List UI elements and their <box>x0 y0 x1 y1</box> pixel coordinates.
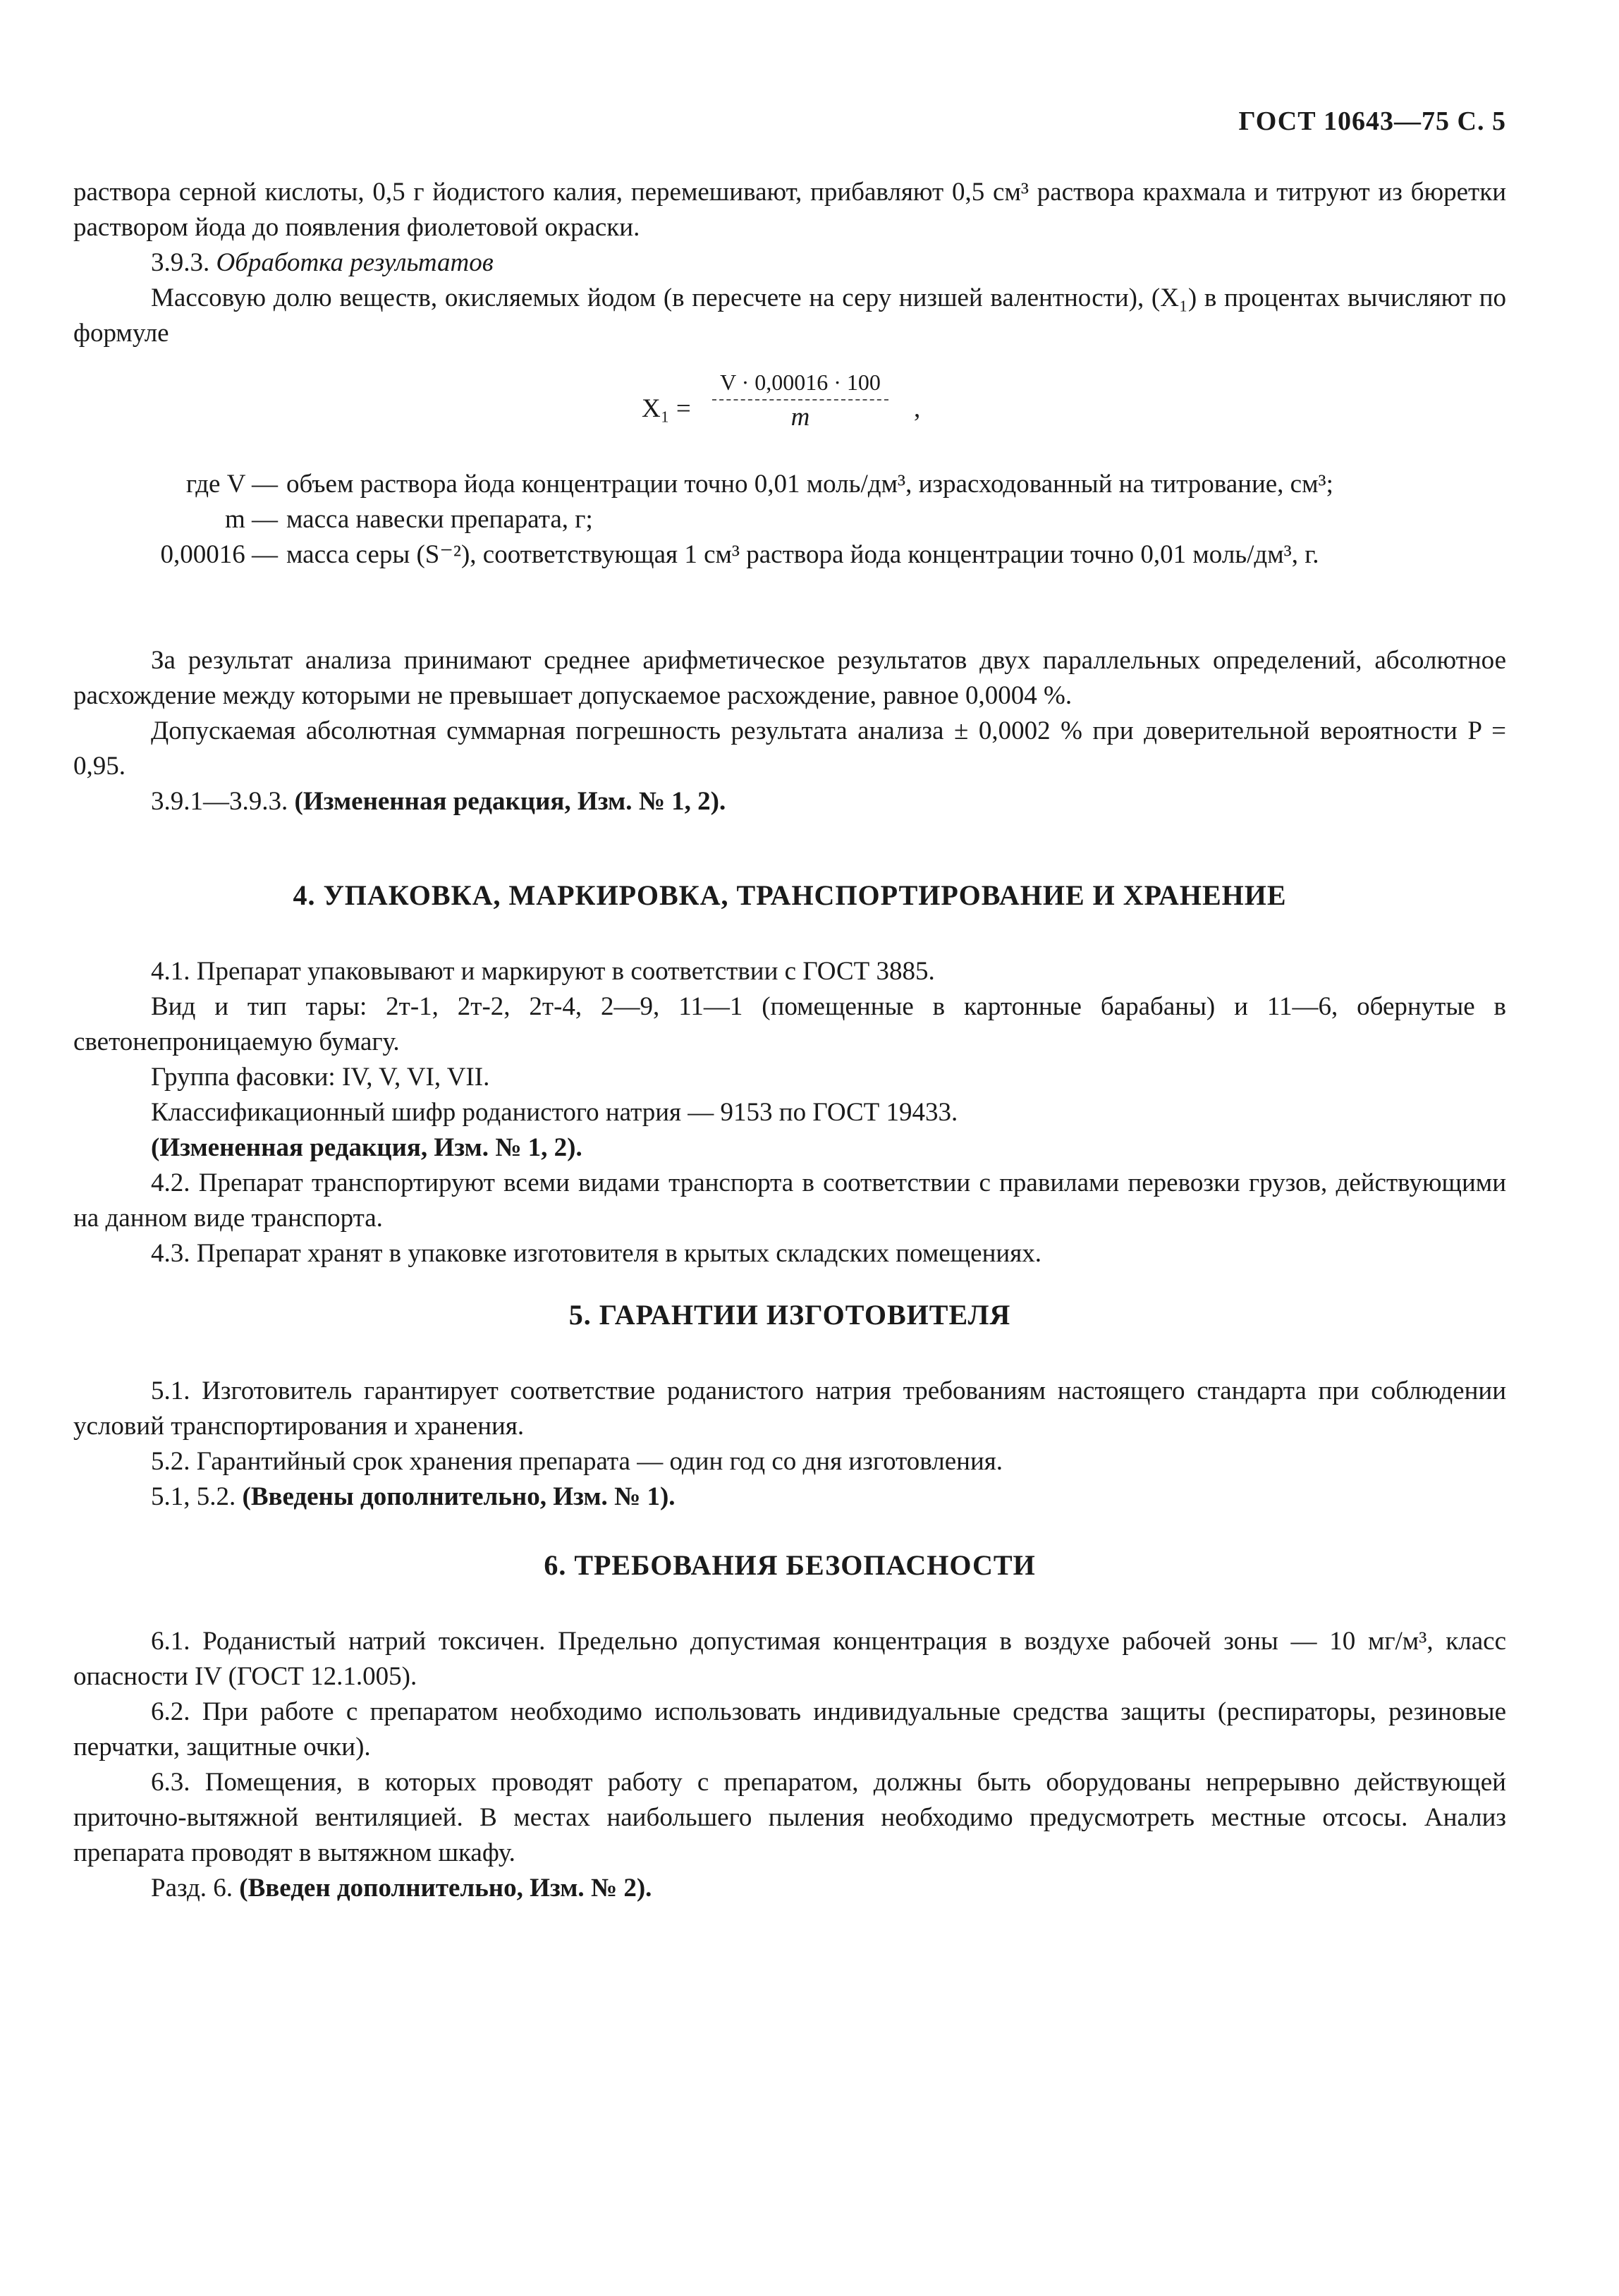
section-4-p2: Вид и тип тары: 2т-1, 2т-2, 2т-4, 2—9, 11—1 (помещенные в картонные барабаны) и 11—6, обернутые в светонепроницаемую бумагу. <box>73 992 1506 1056</box>
section-5-p1: 5.1. Изготовитель гарантирует соответствие роданистого натрия требованиям настоящего стандарта при соблюдении условий транспортирования и хранения. <box>73 1376 1506 1441</box>
section-5-heading: 5. ГАРАНТИИ ИЗГОТОВИТЕЛЯ <box>568 1299 1011 1331</box>
formula-denominator: m <box>790 403 810 432</box>
section-4-heading: 4. УПАКОВКА, МАРКИРОВКА, ТРАНСПОРТИРОВАНИЕ И ХРАНЕНИЕ <box>293 879 1287 911</box>
amendment-note <box>73 784 1506 819</box>
section-5-p2: 5.2. Гарантийный срок хранения препарата — один год со дня изготовления. <box>151 1447 1003 1476</box>
definition-symbol: где V — <box>185 470 278 499</box>
definition-item <box>73 467 1506 502</box>
section-4-p6: 4.2. Препарат транспортируют всеми видами транспорта в соответствии с правилами перевозки грузов, действующими на данном виде транспорта. <box>73 1168 1506 1233</box>
amendment-prefix: Разд. 6. <box>151 1874 233 1903</box>
definition-text: масса серы (S⁻²), соответствующая 1 см³ раствора йода концентрации точно 0,01 моль/дм³, г. <box>286 540 1319 569</box>
intro-block <box>73 175 1506 351</box>
section-4 <box>73 878 1506 1271</box>
clause-title: Обработка результатов <box>216 248 494 277</box>
clause-3-9-3 <box>73 245 1506 281</box>
amendment-bold: (Введены дополнительно, Изм. № 1). <box>242 1482 676 1511</box>
error-paragraph: Допускаемая абсолютная суммарная погрешность результата анализа ± 0,0002 % при доверительной вероятности P = 0,95. <box>73 716 1506 781</box>
section-6 <box>73 1548 1506 1906</box>
page-header: ГОСТ 10643—75 С. 5 <box>1238 106 1506 136</box>
section-6-p3: 6.3. Помещения, в которых проводят работу с препаратом, должны быть оборудованы непрерывно действующей приточно-вытяжной вентиляцией. В местах наибольшего пыления необходимо предусмотреть местные отсосы. Анализ препарата проводят в вытяжном шкафу. <box>73 1768 1506 1867</box>
section-4-p7: 4.3. Препарат хранят в упаковке изготовителя в крытых складских помещениях. <box>151 1239 1041 1268</box>
definition-item <box>73 502 1506 537</box>
definition-item <box>73 537 1506 573</box>
formula-comma: , <box>914 394 921 423</box>
section-6-p2: 6.2. При работе с препаратом необходимо использовать индивидуальные средства защиты (респираторы, резиновые перчатки, защитные очки). <box>73 1697 1506 1761</box>
amendment-bold: (Введен дополнительно, Изм. № 2). <box>239 1874 652 1903</box>
section-5-amendment <box>73 1479 1506 1515</box>
formula-numerator: V · 0,00016 · 100 <box>720 370 881 395</box>
amendment-prefix: 3.9.1—3.9.3. <box>151 787 288 816</box>
definition-text: объем раствора йода концентрации точно 0,01 моль/дм³, израсходованный на титрование, см³; <box>286 470 1333 499</box>
section-6-p1: 6.1. Роданистый натрий токсичен. Предельно допустимая концентрация в воздухе рабочей зоны — 10 мг/м³, класс опасности IV (ГОСТ 12.1.005). <box>73 1627 1506 1691</box>
section-6-amendment <box>73 1871 1506 1906</box>
fraction-bar <box>712 399 888 401</box>
formula-fraction <box>712 367 888 433</box>
definition-text: масса навески препарата, г; <box>286 505 593 534</box>
section3-tail <box>73 643 1506 819</box>
section-4-amendment: (Измененная редакция, Изм. № 1, 2). <box>151 1133 582 1162</box>
intro-paragraph: раствора серной кислоты, 0,5 г йодистого калия, перемешивают, прибавляют 0,5 см³ раствора крахмала и титруют из бюретки раствором йода до появления фиолетовой окраски. <box>73 178 1506 242</box>
definition-symbol: m — <box>224 505 278 534</box>
section-4-p1: 4.1. Препарат упаковывают и маркируют в соответствии с ГОСТ 3885. <box>151 957 935 986</box>
section-4-p3: Группа фасовки: IV, V, VI, VII. <box>151 1063 490 1092</box>
definitions-list <box>73 467 1506 573</box>
section-4-p4: Классификационный шифр роданистого натрия — 9153 по ГОСТ 19433. <box>151 1098 958 1127</box>
definition-symbol: 0,00016 — <box>160 540 278 569</box>
amendment-bold: (Измененная редакция, Изм. № 1, 2). <box>294 787 726 816</box>
amendment-prefix: 5.1, 5.2. <box>151 1482 236 1511</box>
result-paragraph: За результат анализа принимают среднее арифметическое результатов двух параллельных определений, абсолютное расхождение между которыми не превышает допускаемое расхождение, равное 0,0004 %. <box>73 646 1506 710</box>
formula-intro: Массовую долю веществ, окисляемых йодом (в пересчете на серу низшей валентности), (X₁) в процентах вычисляют по формуле <box>73 283 1506 348</box>
formula-lhs: X₁ = <box>642 394 691 423</box>
section-6-heading: 6. ТРЕБОВАНИЯ БЕЗОПАСНОСТИ <box>544 1549 1036 1581</box>
clause-number: 3.9.3. <box>151 248 210 277</box>
section-5 <box>73 1297 1506 1515</box>
